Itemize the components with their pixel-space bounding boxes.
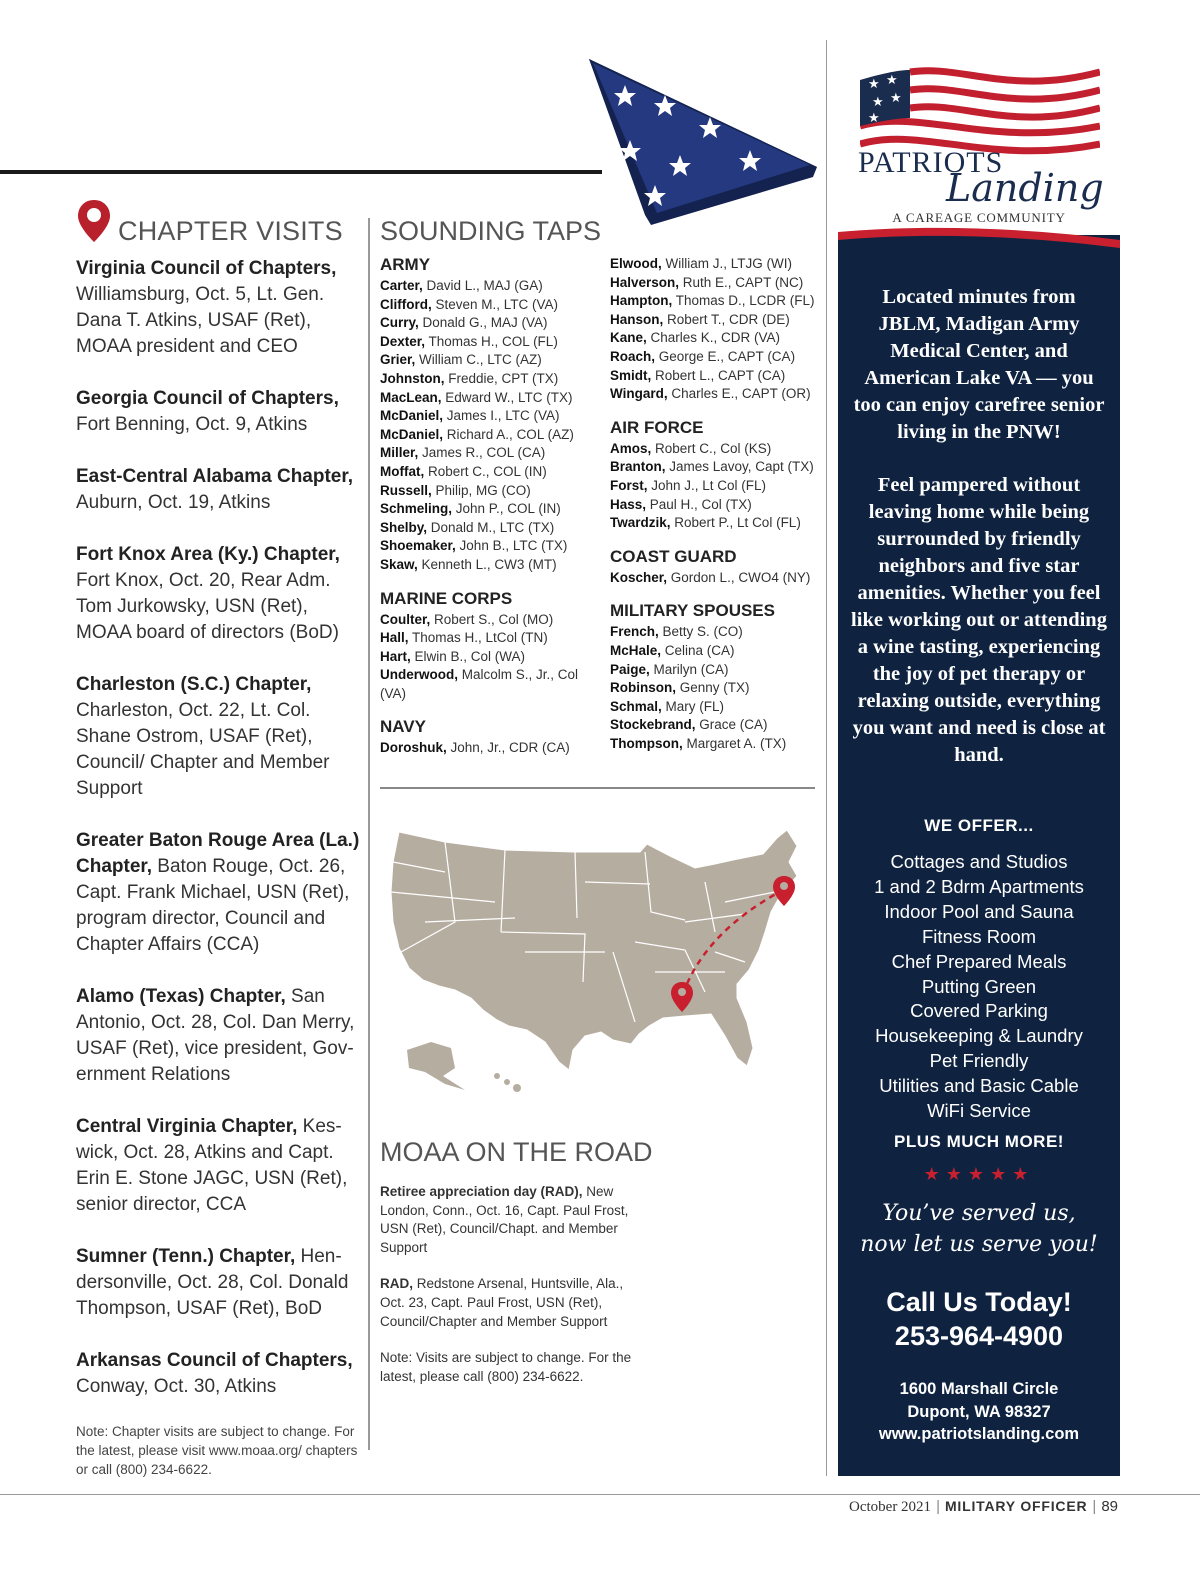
taps-entry: Wingard, Charles E., CAPT (OR) [610, 386, 811, 402]
taps-entry: Twardzik, Robert P., Lt Col (FL) [610, 515, 801, 531]
top-rule [0, 170, 602, 174]
taps-entry: Roach, George E., CAPT (CA) [610, 348, 796, 364]
taps-entry: Coulter, Robert S., Col (MO) [380, 611, 554, 627]
branch-heading: COAST GUARD [610, 546, 737, 566]
taps-entry: Miller, James R., COL (CA) [380, 445, 546, 461]
svg-text:★: ★ [872, 95, 884, 110]
folded-flag-icon [585, 55, 820, 225]
chapter-visits-title: CHAPTER VISITS [118, 216, 343, 246]
taps-entry: Underwood, Malcolm S., Jr., Col (VA) [380, 667, 579, 701]
taps-entry: Koscher, Gordon L., CWO4 (NY) [610, 569, 811, 585]
column-divider [368, 218, 370, 1450]
taps-entry: Hall, Thomas H., LtCol (TN) [380, 630, 548, 646]
logo-script: Landing [946, 166, 1104, 210]
svg-text:★: ★ [890, 91, 902, 106]
ad-intro-text: Located minutes from JBLM, Madigan Army Medical Center, and American Lake VA — you too can enjoy carefree senior living in the PNW! [853, 286, 1105, 443]
taps-entry: Clifford, Steven M., LTC (VA) [380, 296, 559, 312]
offer-item: Putting Green [921, 975, 1037, 997]
taps-entry: Robinson, Genny (TX) [610, 680, 750, 696]
branch-heading: ARMY [380, 255, 431, 274]
visit-item: Greater Baton Rouge Area (La.) Chapter, Baton Rouge, Oct. 26, Capt. Frank Michael, USN (Ret), program director, Council and Chapter Affairs (CCA) [76, 830, 360, 955]
taps-entry: Forst, John J., Lt Col (FL) [610, 477, 767, 493]
taps-entry: McHale, Celina (CA) [610, 642, 735, 658]
visit-item: Fort Knox Area (Ky.) Chapter, Fort Knox, Oct. 20, Rear Adm. Tom Jurkowsky, USN (Ret), MOAA board of directors (BoD) [76, 544, 340, 643]
taps-entry: McDaniel, James I., LTC (VA) [380, 408, 560, 424]
visit-item: Sumner (Tenn.) Chapter, Hen-dersonville, Oct. 28, Col. Donald Thompson, USAF (Ret), BoD [76, 1246, 349, 1319]
taps-entry: Dexter, Thomas H., COL (FL) [380, 333, 558, 349]
ad-divider [826, 40, 827, 1476]
section-rule [380, 787, 815, 789]
ad-phone: 253-964-4900 [894, 1321, 1064, 1351]
svg-text:★: ★ [868, 77, 880, 92]
taps-entry: Schmal, Mary (FL) [610, 698, 725, 714]
taps-entry: Hart, Elwin B., Col (WA) [380, 648, 526, 664]
location-pin-icon [76, 198, 112, 244]
taps-entry: Curry, Donald G., MAJ (VA) [380, 315, 548, 331]
taps-entry: Moffat, Robert C., COL (IN) [380, 463, 547, 479]
patriots-landing-ad [838, 40, 1120, 1476]
svg-text:★: ★ [886, 73, 898, 88]
offer-item: 1 and 2 Bdrm Apartments [874, 875, 1084, 897]
offer-item: Indoor Pool and Sauna [884, 900, 1074, 922]
issue-date: October 2021 [849, 1499, 932, 1515]
taps-entry: MacLean, Edward W., LTC (TX) [380, 389, 573, 405]
taps-entry: Schmeling, John P., COL (IN) [380, 501, 561, 517]
sounding-taps-title: SOUNDING TAPS [380, 216, 602, 246]
logo-wordmark: PATRIOTS [858, 146, 1004, 179]
ad-call-to-action: Call Us Today! 253-964-4900 [838, 1285, 1120, 1353]
visit-item: Central Virginia Chapter, Kes-wick, Oct. 28, Atkins and Capt. Erin E. Stone JAGC, USN (Ret), senior director, CCA [76, 1116, 348, 1215]
ad-pampered-text: Feel pampered without leaving home while being surrounded by friendly neighbors and five star amenities. Whether you feel like working out or attending a wine tasting, experiencing the joy of pet therapy or relaxing outside, everything you want and need is close at hand. [851, 474, 1107, 766]
offer-item: Chef Prepared Meals [891, 950, 1067, 972]
branch-heading: AIR FORCE [610, 417, 704, 437]
road-item: Retiree appreciation day (RAD), New London, Conn., Oct. 16, Capt. Paul Frost, USN (Ret), Council/Chapt. and Member Support [380, 1184, 629, 1255]
taps-entry: French, Betty S. (CO) [610, 624, 743, 640]
logo-tagline: A CAREAGE COMMUNITY [892, 210, 1066, 225]
star-rating-icon: ★★★★★ [923, 1164, 1035, 1184]
red-swoosh [838, 226, 1120, 250]
footer-rule [0, 1494, 1200, 1495]
visit-item: East-Central Alabama Chapter, Auburn, Oct. 19, Atkins [76, 466, 353, 513]
magazine-name: MILITARY OFFICER [944, 1498, 1088, 1514]
visit-item: Arkansas Council of Chapters, Conway, Oct. 30, Atkins [76, 1350, 353, 1397]
road-note: Note: Visits are subject to change. For the latest, please call (800) 234-6622. [380, 1350, 632, 1384]
taps-entry: Skaw, Kenneth L., CW3 (MT) [380, 556, 557, 572]
ad-address: 1600 Marshall Circle Dupont, WA 98327 www.patriotslanding.com [838, 1378, 1120, 1446]
offer-list [838, 850, 1120, 1124]
offer-item: Fitness Room [921, 925, 1037, 947]
taps-entry: Paige, Marilyn (CA) [610, 661, 729, 677]
taps-entry: Shelby, Donald M., LTC (TX) [380, 519, 555, 535]
taps-entry: McDaniel, Richard A., COL (AZ) [380, 426, 574, 442]
offer-heading: WE OFFER... [924, 816, 1034, 835]
taps-entry: Smidt, Robert L., CAPT (CA) [610, 367, 786, 383]
ad-website-link[interactable]: www.patriotslanding.com [878, 1425, 1080, 1443]
taps-entry: Carter, David L., MAJ (GA) [380, 278, 543, 293]
taps-entry: Grier, William C., LTC (AZ) [380, 352, 542, 368]
taps-entry: Kane, Charles K., CDR (VA) [610, 330, 781, 346]
taps-entry: Amos, Robert C., Col (KS) [610, 440, 772, 456]
taps-entry: Elwood, William J., LTJG (WI) [610, 256, 792, 271]
road-item: RAD, Redstone Arsenal, Huntsville, Ala., Oct. 23, Capt. Paul Frost, USN (Ret), Council/Chapter and Member Support [380, 1276, 624, 1329]
taps-entry: Halverson, Ruth E., CAPT (NC) [610, 274, 804, 290]
taps-entry: Russell, Philip, MG (CO) [380, 482, 531, 498]
svg-text:★: ★ [868, 111, 880, 126]
visit-item: Virginia Council of Chapters, Williamsburg, Oct. 5, Lt. Gen. Dana T. Atkins, USAF (Ret), MOAA president and CEO [76, 258, 337, 357]
offer-item: Pet Friendly [929, 1050, 1029, 1072]
branch-heading: MILITARY SPOUSES [610, 601, 775, 621]
offer-item: Utilities and Basic Cable [879, 1075, 1079, 1097]
offer-item: Cottages and Studios [890, 851, 1068, 872]
page-footer: October 2021 | MILITARY OFFICER | 89 [849, 1498, 1118, 1515]
branch-heading: NAVY [380, 717, 426, 737]
ad-slogan: You’ve served us, now let us serve you! [860, 1201, 1098, 1257]
taps-entry: Stockebrand, Grace (CA) [610, 717, 768, 733]
visit-item: Georgia Council of Chapters, Fort Benning, Oct. 9, Atkins [76, 388, 339, 435]
taps-entry: Johnston, Freddie, CPT (TX) [380, 370, 559, 386]
plus-more-text: PLUS MUCH MORE! [894, 1132, 1064, 1151]
chapter-visits-note: Note: Chapter visits are subject to change. For the latest, please visit www.moaa.org/ chapters or call (800) 234-6622. [76, 1424, 358, 1477]
chapter-visits-list [76, 256, 361, 1479]
taps-entry: Hampton, Thomas D., LCDR (FL) [610, 293, 815, 309]
offer-item: Housekeeping & Laundry [875, 1025, 1083, 1047]
offer-item: Covered Parking [910, 1000, 1048, 1022]
offer-item: WiFi Service [927, 1100, 1031, 1122]
on-the-road-list [380, 1183, 650, 1404]
page-number: 89 [1101, 1498, 1118, 1515]
visit-item: Charleston (S.C.) Chapter, Charleston, Oct. 22, Lt. Col. Shane Ostrom, USAF (Ret), Council/ Chapter and Member Support [76, 674, 330, 799]
visit-item: Alamo (Texas) Chapter, San Antonio, Oct. 28, Col. Dan Merry, USAF (Ret), vice president, Gov-ernment Relations [76, 986, 355, 1085]
taps-column-right [610, 255, 825, 753]
branch-heading: MARINE CORPS [380, 588, 513, 608]
taps-entry: Hanson, Robert T., CDR (DE) [610, 311, 790, 327]
taps-entry: Doroshuk, John, Jr., CDR (CA) [380, 740, 570, 756]
taps-entry: Branton, James Lavoy, Capt (TX) [610, 459, 814, 475]
taps-entry: Shoemaker, John B., LTC (TX) [380, 538, 568, 554]
on-the-road-title: MOAA ON THE ROAD [380, 1137, 653, 1167]
taps-entry: Hass, Paul H., Col (TX) [610, 496, 752, 512]
us-map-illustration [385, 822, 815, 1097]
taps-column-left [380, 255, 600, 758]
taps-entry: Thompson, Margaret A. (TX) [610, 735, 787, 751]
